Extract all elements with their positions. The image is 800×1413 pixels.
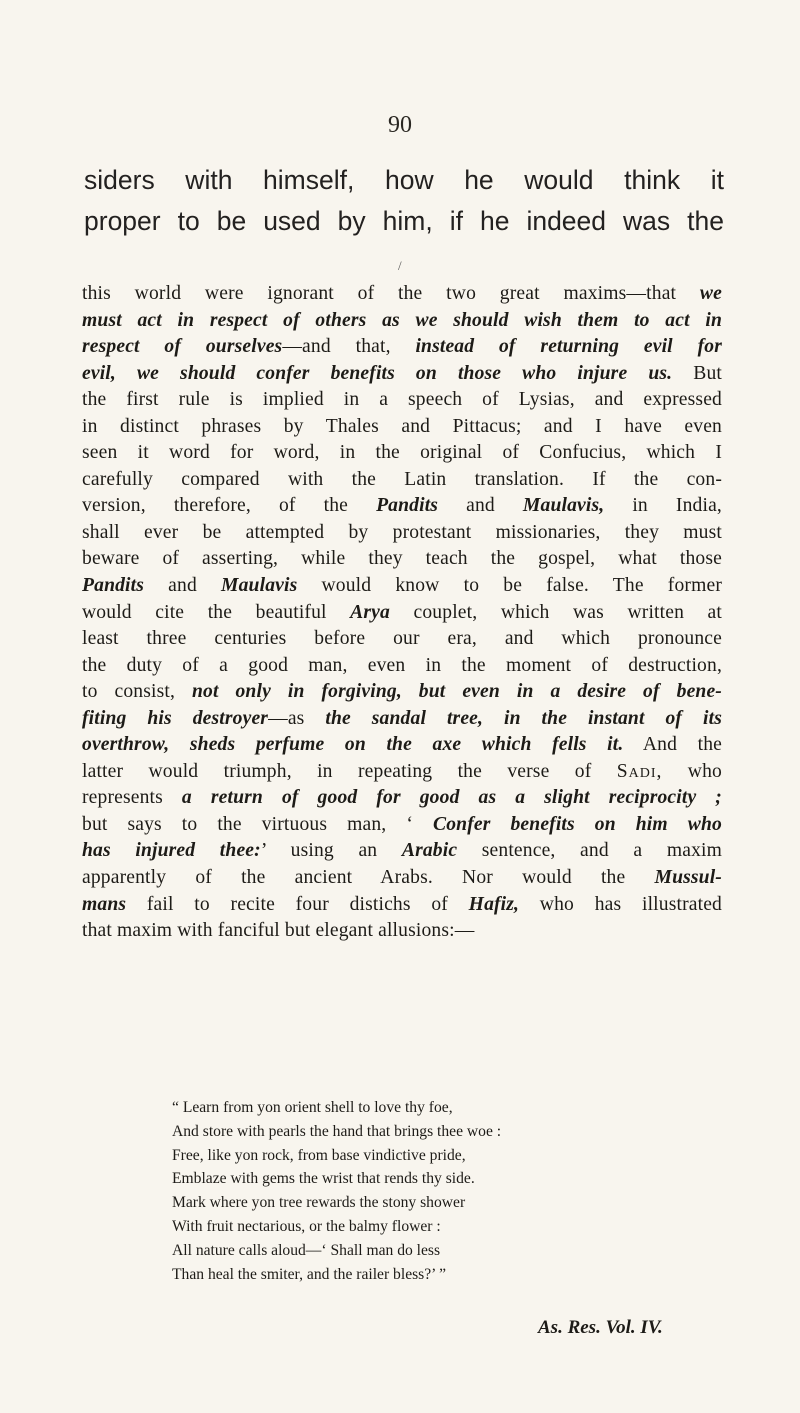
text-run: version, therefore, of the (82, 495, 377, 517)
text-run: ’ using an (260, 840, 402, 862)
text-run: this world were ignorant of the two great maxims—that (82, 283, 700, 304)
verse-line: And store with pearls the hand that brings thee woe : (172, 1122, 502, 1140)
text-run: the duty of a good man, even in the moment of destruction, (82, 654, 722, 676)
verse-line: All nature calls aloud—‘ Shall man do less (172, 1241, 441, 1259)
verse-quotation (172, 1096, 732, 1286)
text-line (82, 546, 722, 573)
text-line (82, 281, 722, 308)
text-run: latter would triumph, in repeating the verse of (82, 760, 617, 782)
text-run: who has illustrated (519, 893, 722, 915)
text-run: and (438, 495, 523, 517)
emphasized-text: Confer benefits on him who (432, 813, 722, 835)
text-run: would know to be false. The former (297, 575, 722, 597)
main-paragraph (82, 281, 722, 945)
text-line (82, 626, 722, 653)
page-number: 90 (388, 112, 412, 138)
emphasized-text: Arya (350, 601, 390, 623)
emphasized-text: overthrow, sheds perfume on the axe which fells it. (82, 734, 624, 756)
verse-line: With fruit nectarious, or the balmy flower : (172, 1217, 441, 1235)
emphasized-text: Mussul- (654, 867, 722, 889)
emphasized-text: evil, we should confer benefits on those who injure us. (82, 362, 673, 384)
text-run: and (144, 575, 222, 597)
verse-line: Emblaze with gems the wrist that rends thy side. (172, 1170, 475, 1188)
text-line (82, 706, 722, 733)
text-line (82, 414, 722, 441)
text-line (82, 467, 722, 494)
text-line (82, 679, 722, 706)
text-line (82, 838, 722, 865)
text-run: represents (82, 787, 182, 809)
text-line (82, 653, 722, 680)
text-run: seen it word for word, in the original of Confucius, which I (82, 442, 722, 464)
text-line (82, 493, 722, 520)
emphasized-text: the sandal tree, in the instant of its (325, 707, 722, 729)
text-line (82, 865, 722, 892)
text-run: —and that, (282, 336, 416, 358)
text-run: to consist, (82, 681, 192, 703)
text-line (82, 361, 722, 388)
emphasized-text: Arabic (401, 840, 458, 862)
printer-mark: / (398, 258, 402, 273)
text-run: who (662, 760, 723, 782)
text-run: carefully compared with the Latin translation. If the con- (82, 468, 722, 490)
text-line (82, 520, 722, 547)
emphasized-text: Maulavis (221, 575, 298, 597)
text-run: apparently of the ancient Arabs. Nor would the (82, 867, 655, 889)
text-run: in distinct phrases by Thales and Pittacus; and I have even (82, 415, 722, 437)
emphasized-text: fiting his destroyer (82, 707, 269, 729)
text-line (82, 785, 722, 812)
text-run: —as (268, 707, 326, 729)
verse-line: “ Learn from yon orient shell to love thy foe, (172, 1099, 453, 1116)
text-line (82, 600, 722, 627)
emphasized-text: Pandits (376, 495, 439, 517)
text-line (82, 573, 722, 600)
text-run: in India, (604, 495, 722, 517)
text-line (82, 732, 722, 759)
text-line (82, 440, 722, 467)
text-run: least three centuries before our era, and which pronounce (82, 628, 722, 650)
text-run: sentence, and a maxim (457, 840, 722, 862)
emphasized-text: Maulavis, (522, 495, 605, 517)
emphasized-text: Hafiz, (468, 893, 520, 915)
text-run: fail to recite four distichs of (126, 893, 469, 915)
emphasized-text: instead of returning evil for (415, 336, 722, 358)
emphasized-text: not only in forgiving, but even in a desire of bene- (191, 681, 722, 703)
text-line (82, 812, 722, 839)
text-line (82, 308, 722, 335)
continued-paragraph (84, 160, 724, 242)
text-run: that maxim with fanciful but elegant allusions:— (82, 920, 475, 942)
text-run: But (672, 362, 722, 384)
text-run: would cite the beautiful (82, 601, 351, 623)
text-run: but says to the virtuous man, ‘ (82, 813, 433, 835)
text-line (82, 387, 722, 414)
emphasized-text: respect of ourselves (82, 336, 283, 358)
text-line: siders with himself, how he would think it (84, 165, 724, 195)
emphasized-text: Pandits (82, 575, 145, 597)
small-caps-name: Sadi, (616, 760, 663, 782)
emphasized-text: a return of good for good as a slight reciprocity ; (181, 787, 722, 809)
text-run: couplet, which was written at (389, 601, 723, 623)
verse-line: Free, like yon rock, from base vindictive pride, (172, 1146, 466, 1164)
text-run: the first rule is implied in a speech of Lysias, and expressed (82, 389, 722, 411)
emphasized-text: we (699, 283, 722, 304)
verse-line: Mark where yon tree rewards the stony shower (172, 1194, 466, 1212)
text-line (82, 334, 722, 361)
text-run: shall ever be attempted by protestant missionaries, they must (82, 521, 722, 543)
emphasized-text: mans (82, 893, 127, 915)
text-run: And the (623, 734, 722, 756)
text-line (82, 918, 722, 945)
citation: As. Res. Vol. IV. (538, 1317, 663, 1338)
text-line: proper to be used by him, if he indeed was the (84, 206, 724, 236)
text-line (82, 892, 722, 919)
text-line (82, 759, 722, 786)
emphasized-text: has injured thee: (82, 840, 261, 862)
verse-line: Than heal the smiter, and the railer bless?’ ” (172, 1265, 447, 1283)
emphasized-text: must act in respect of others as we should wish them to act in (82, 309, 722, 331)
text-run: beware of asserting, while they teach the gospel, what those (82, 548, 722, 570)
